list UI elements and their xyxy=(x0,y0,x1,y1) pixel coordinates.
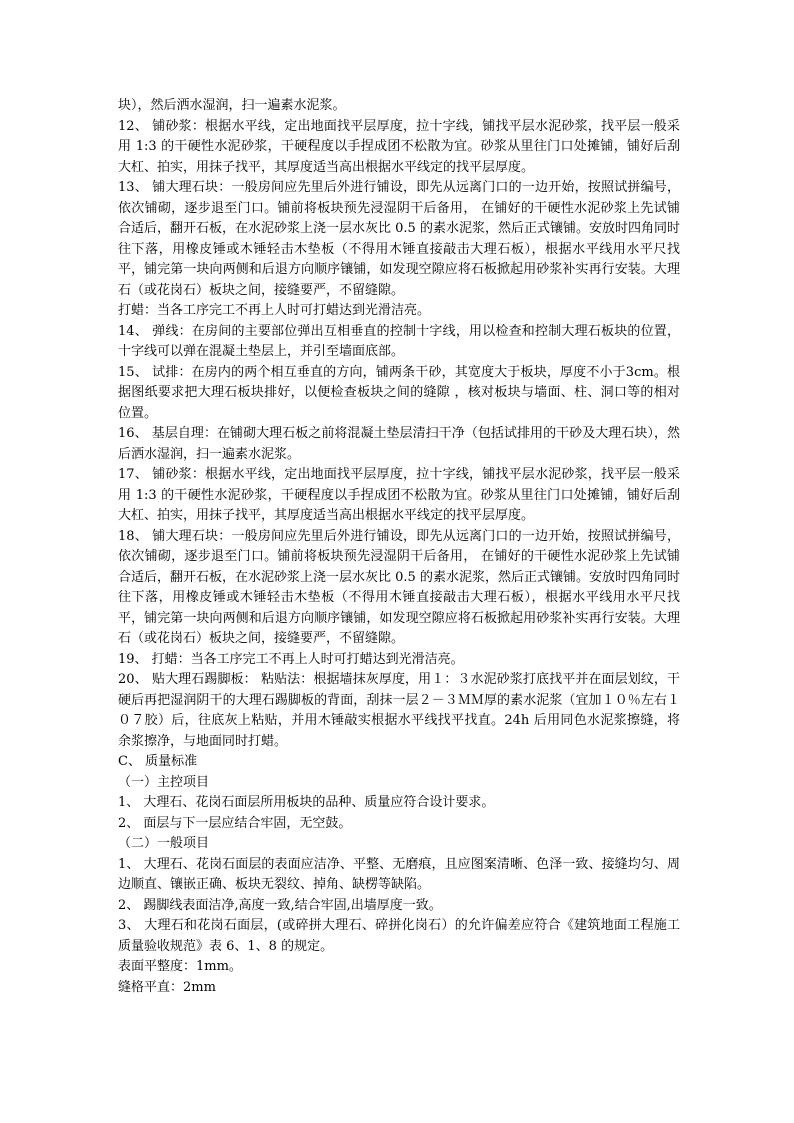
paragraph: 16、 基层自理：在铺砌大理石板之前将混凝土垫层清扫干净（包括试排用的干砂及大理石块），然后洒水湿润，扫一遍素水泥浆。 xyxy=(118,426,680,462)
paragraph: 20、 贴大理石踢脚板： 粘贴法：根据墙抹灰厚度，用１：３水泥砂浆打底找平并在面层划纹，干硬后再把湿润阴干的大理石踢脚板的背面，刮抹一层２－３ＭＭ厚的素水泥浆（宜加１０％左右１０７胶）后，往底灰上粘贴，并用木锤敲实根据水平线找平找直。24h 后用同色水泥浆擦缝，将余浆擦净，与地面同时打蜡。 xyxy=(118,672,680,749)
paragraph: 打蜡：当各工序完工不再上人时可打蜡达到光滑洁亮。 xyxy=(118,303,431,318)
paragraph: 表面平整度：1mm。 xyxy=(118,959,242,974)
document-body xyxy=(118,96,680,998)
section-heading: C、 质量标准 xyxy=(118,754,198,769)
paragraph: 17、 铺砂浆：根据水平线，定出地面找平层厚度，拉十字线，铺找平层水泥砂浆，找平层一般采用 1:3 的干硬性水泥砂浆，干硬程度以手捏成团不松散为宜。砂浆从里往门口处摊铺，铺好后刮大杠、拍实，用抹子找平，其厚度适当高出根据水平线定的找平层厚度。 xyxy=(118,467,680,523)
paragraph: 2、 面层与下一层应结合牢固，无空鼓。 xyxy=(118,815,352,831)
paragraph: 18、 铺大理石块：一般房间应先里后外进行铺设，即先从远离门口的一边开始，按照试拼编号，依次铺砌，逐步退至门口。铺前将板块预先浸湿阴干后备用， 在铺好的干硬性水泥砂浆上先试铺合适后，翻开石板，在水泥砂浆上浇一层水灰比 0.5 的素水泥浆，然后正式镶铺。安放时四角同时往下落，用橡皮锤或木锤轻击木垫板（不得用木锤直接敲击大理石板），根据水平线用水平尺找平，铺完第一块向两侧和后退方向顺序镶铺，如发现空隙应将石板掀起用砂浆补实再行安装。大理石（或花岗石）板块之间，接缝要严，不留缝隙。 xyxy=(118,528,680,646)
paragraph: 1、 大理石、花岗石面层的表面应洁净、平整、无磨痕，且应图案清晰、色泽一致、接缝均匀、周边顺直、镶嵌正确、板块无裂纹、掉角、缺楞等缺陷。 xyxy=(118,856,680,892)
subsection-heading: （一）主控项目 xyxy=(118,774,210,790)
paragraph: 2、 踢脚线表面洁净,高度一致,结合牢固,出墙厚度一致。 xyxy=(118,897,442,913)
paragraph: 19、 打蜡：当各工序完工不再上人时可打蜡达到光滑洁亮。 xyxy=(118,651,464,667)
paragraph: 3、 大理石和花岗石面层，(或碎拼大理石、碎拼化岗石）的允许偏差应符合《建筑地面工程施工质量验收规范》表 6、1、8 的规定。 xyxy=(118,918,680,954)
paragraph: 缝格平直：2mm xyxy=(118,979,216,995)
paragraph: 14、 弹线：在房间的主要部位弹出互相垂直的控制十字线，用以检查和控制大理石板块的位置，十字线可以弹在混凝土垫层上，并引至墙面底部。 xyxy=(118,323,680,359)
paragraph: 12、 铺砂浆：根据水平线，定出地面找平层厚度，拉十字线，铺找平层水泥砂浆，找平层一般采用 1:3 的干硬性水泥砂浆，干硬程度以手捏成团不松散为宜。砂浆从里往门口处摊铺，铺好后刮大杠、拍实，用抹子找平，其厚度适当高出根据水平线定的找平层厚度。 xyxy=(118,118,680,175)
paragraph: 15、 试排：在房内的两个相互垂直的方向，铺两条干砂，其宽度大于板块，厚度不小于3cm。根据图纸要求把大理石板块排好，以便检查板块之间的缝隙 ，核对板块与墙面、柱、洞口等的相对位置。 xyxy=(118,364,680,421)
paragraph: 1、 大理石、花岗石面层所用板块的品种、质量应符合设计要求。 xyxy=(118,795,495,810)
paragraph: 块），然后洒水湿润，扫一遍素水泥浆。 xyxy=(118,98,346,113)
paragraph: 13、 铺大理石块：一般房间应先里后外进行铺设，即先从远离门口的一边开始，按照试拼编号，依次铺砌，逐步退至门口。铺前将板块预先浸湿阴干后备用， 在铺好的干硬性水泥砂浆上先试铺合适后，翻开石板，在水泥砂浆上浇一层水灰比 0.5 的素水泥浆，然后正式镶铺。安放时四角同时往下落，用橡皮锤或木锤轻击木垫板（不得用木锤直接敲击大理石板），根据水平线用水平尺找平，铺完第一块向两侧和后退方向顺序镶铺，如发现空隙应将石板掀起用砂浆补实再行安装。大理石（或花岗石）板块之间，接缝要严，不留缝隙。 xyxy=(118,180,680,298)
subsection-heading: （二）一般项目 xyxy=(118,836,210,851)
